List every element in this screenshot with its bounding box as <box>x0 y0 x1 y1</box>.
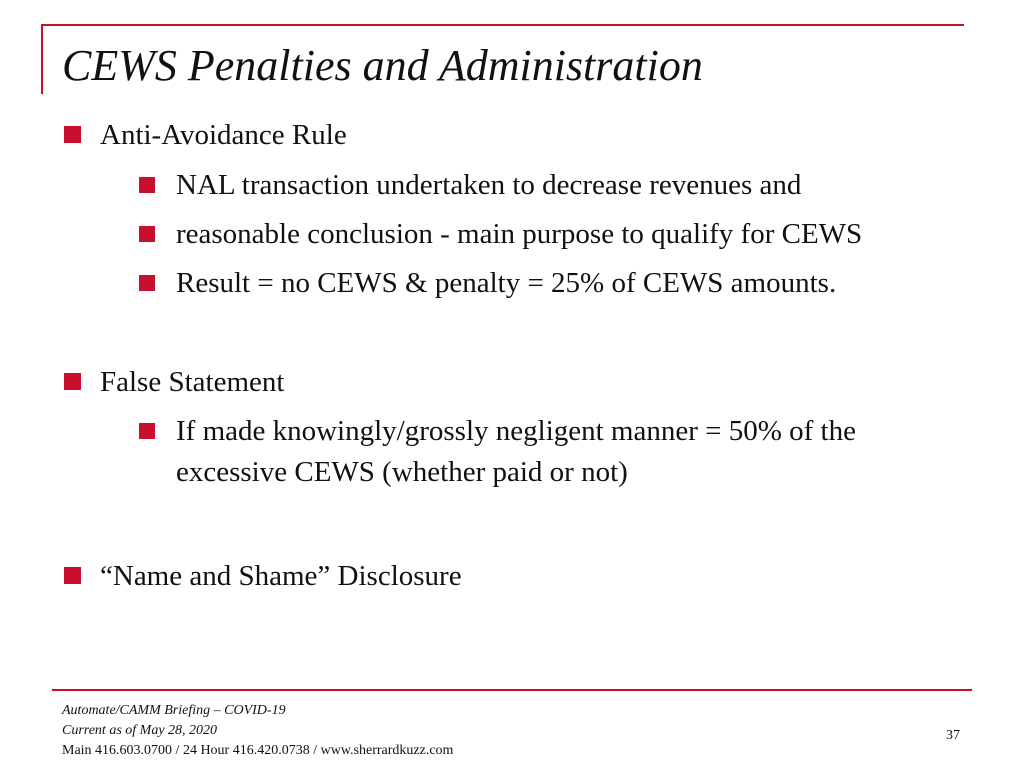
sub-bullet <box>176 167 801 203</box>
bullet-square-icon <box>139 177 155 193</box>
bullet-square-icon <box>139 226 155 242</box>
footer-date: Current as of May 28, 2020 <box>62 723 218 738</box>
bullet-anti-avoidance <box>100 117 347 153</box>
left-divider <box>41 24 43 94</box>
bullet-false-statement <box>100 364 284 400</box>
bullet-square-icon <box>139 275 155 291</box>
top-divider <box>42 24 964 26</box>
bullet-square-icon <box>139 423 155 439</box>
bullet-square-icon <box>64 373 81 390</box>
sub-bullet <box>176 265 836 301</box>
sub-bullet-text: excessive CEWS (whether paid or not) <box>176 456 628 488</box>
bullet-square-icon <box>64 567 81 584</box>
footer-divider <box>52 689 972 691</box>
sub-bullet-continuation <box>176 454 628 490</box>
sub-bullet-text: NAL transaction undertaken to decrease revenues and <box>176 169 802 201</box>
sub-bullet-text: Result = no CEWS & penalty = 25% of CEWS amounts. <box>176 267 837 299</box>
footer-briefing: Automate/CAMM Briefing – COVID-19 <box>62 703 286 718</box>
sub-bullet-text: reasonable conclusion - main purpose to qualify for CEWS <box>176 218 863 250</box>
slide-title: CEWS Penalties and Administration <box>62 41 703 90</box>
footer-contact: Main 416.603.0700 / 24 Hour 416.420.0738 / www.sherrardkuzz.com <box>62 743 454 758</box>
sub-bullet <box>176 216 862 252</box>
bullet-text: “Name and Shame” Disclosure <box>100 560 462 592</box>
bullet-text: Anti-Avoidance Rule <box>100 119 347 151</box>
page-number: 37 <box>946 728 960 743</box>
bullet-name-and-shame <box>100 558 462 594</box>
bullet-square-icon <box>64 126 81 143</box>
sub-bullet-text: If made knowingly/grossly negligent manner = 50% of the <box>176 415 856 447</box>
bullet-text: False Statement <box>100 366 285 398</box>
sub-bullet <box>176 413 856 449</box>
